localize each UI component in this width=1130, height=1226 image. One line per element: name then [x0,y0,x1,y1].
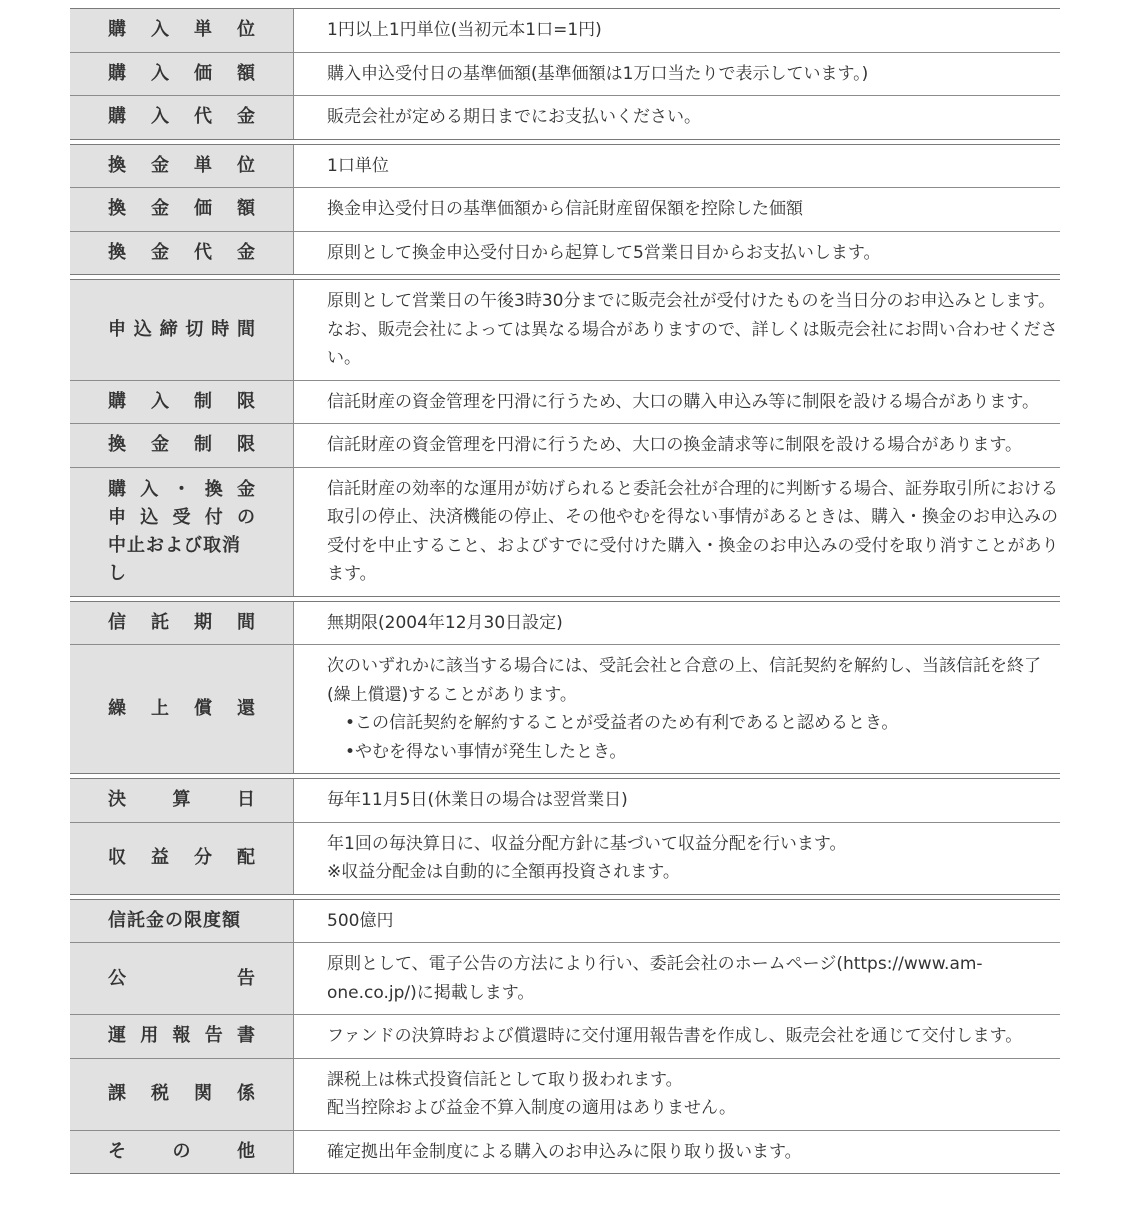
row-label [70,188,294,231]
row-value [294,96,1060,139]
table-row [70,1130,1060,1174]
row-label [70,779,294,822]
row-value [294,823,1060,894]
row-value-text: 換金申込受付日の基準価額から信託財産留保額を控除した価額 [327,199,803,219]
row-label [70,602,294,645]
row-label-line: 課 税 関 係 [108,1083,255,1104]
table-row [70,1058,1060,1130]
row-label [70,1059,294,1130]
row-value [294,145,1060,188]
row-label-line: 収 益 分 配 [108,847,255,868]
row-label [70,943,294,1014]
row-value-text: 信託財産の効率的な運用が妨げられると委託会社が合理的に判断する場合、証券取引所における取引の停止、決済機能の停止、その他やむを得ない事情があるときは、購入・換金のお申込みの受付を中止すること、およびすでに受付けた購入・換金のお申込みの受付を取り消すことがあります。 [327,478,1059,584]
fund-terms-table [70,8,1060,1174]
row-group [70,601,1060,775]
row-value [294,468,1060,596]
table-row [70,644,1060,773]
row-label-line: 運 用 報 告 書 [108,1025,255,1047]
row-label [70,381,294,424]
row-label-line: 信託金の限度額 [108,909,241,931]
row-value-bullet: •この信託契約を解約することが受益者のため有利であると認めるとき。 [345,713,899,733]
row-group [70,8,1060,140]
row-label [70,1131,294,1174]
row-group [70,144,1060,276]
row-value [294,779,1060,822]
table-row [70,187,1060,231]
row-label-line: 購 入 制 限 [108,390,255,412]
row-label-line: 換 金 代 金 [108,241,255,263]
row-value-text: 無期限(2004年12月30日設定) [327,612,563,633]
row-label-line: 換 金 単 位 [108,154,255,176]
table-row [70,1014,1060,1058]
row-value [294,943,1060,1014]
row-label-line: 申 込 締 切 時 間 [108,318,255,340]
row-value [294,424,1060,467]
row-label-line: 中止および取消し [108,534,241,584]
row-value-text: 原則として営業日の午後3時30分までに販売会社が受付けたものを当日分のお申込みとします。なお、販売会社によっては異なる場合がありますので、詳しくは販売会社にお問い合わせください。 [327,291,1058,368]
row-value-text: 毎年11月5日(休業日の場合は翌営業日) [327,790,628,810]
row-label-line: 申 込 受 付 の [108,506,255,528]
row-value-text: 次のいずれかに該当する場合には、受託会社と合意の上、信託契約を解約し、当該信託を終了(繰上償還)することがあります。 [327,656,1041,705]
row-value-text: ※収益分配金は自動的に全額再投資されます。 [327,862,680,882]
row-label-line: 信 託 期 間 [108,611,255,633]
row-value [294,645,1060,773]
row-value [294,53,1060,96]
row-value-text: 年1回の毎決算日に、収益分配方針に基づいて収益分配を行います。 [327,833,847,854]
row-label-line: 繰 上 償 還 [108,698,255,719]
row-value-text: 販売会社が定める期日までにお支払いください。 [327,107,701,127]
row-value-bullet: •やむを得ない事情が発生したとき。 [345,741,627,762]
table-row [70,9,1060,52]
row-value [294,188,1060,231]
table-row [70,52,1060,96]
row-value-text: 1口単位 [327,155,389,176]
row-label [70,145,294,188]
row-value [294,381,1060,424]
table-row [70,145,1060,188]
row-label-line: 換 金 制 限 [108,434,255,456]
table-row [70,380,1060,424]
table-row [70,231,1060,275]
row-value [294,900,1060,943]
row-label [70,9,294,52]
row-label [70,1015,294,1058]
row-label-line: 購 入 ・ 換 金 [108,478,255,500]
table-row [70,467,1060,596]
row-value-text: 500億円 [327,910,394,931]
row-value [294,280,1060,380]
table-row [70,822,1060,894]
row-group [70,778,1060,895]
row-value [294,602,1060,645]
row-label [70,645,294,773]
row-label-line: 購 入 代 金 [108,106,255,128]
row-label [70,823,294,894]
table-row [70,423,1060,467]
table-row [70,95,1060,139]
table-row [70,779,1060,822]
row-value-text: 信託財産の資金管理を円滑に行うため、大口の購入申込み等に制限を設ける場合があります。 [327,391,1039,412]
row-label [70,280,294,380]
row-value-text: 確定拠出年金制度による購入のお申込みに限り取り扱います。 [327,1141,802,1162]
row-value [294,232,1060,275]
table-row [70,942,1060,1014]
row-value [294,1131,1060,1174]
row-label-line: 購 入 価 額 [108,62,255,84]
row-value [294,1015,1060,1058]
row-value [294,1059,1060,1130]
table-row [70,602,1060,645]
row-label [70,96,294,139]
row-value-text: 原則として換金申込受付日から起算して5営業日目からお支払いします。 [327,242,881,263]
row-value-text: 配当控除および益金不算入制度の適用はありません。 [327,1098,737,1118]
row-group [70,899,1060,1175]
row-value-text: ファンドの決算時および償還時に交付運用報告書を作成し、販売会社を通じて交付します。 [327,1026,1023,1046]
row-value [294,9,1060,52]
row-label [70,424,294,467]
table-row [70,280,1060,380]
row-label [70,53,294,96]
row-group [70,279,1060,597]
row-label-line: 換 金 価 額 [108,198,255,220]
row-label [70,232,294,275]
row-label [70,900,294,943]
row-label-line: そ の 他 [108,1140,255,1162]
row-label-line: 購 入 単 位 [108,19,255,41]
row-value-text: 信託財産の資金管理を円滑に行うため、大口の換金請求等に制限を設ける場合があります。 [327,435,1022,455]
row-value-text: 原則として、電子公告の方法により行い、委託会社のホームページ(https://www.am-one.co.jp/)に掲載します。 [327,954,983,1003]
row-label-line: 決 算 日 [108,789,255,811]
row-value-text: 課税上は株式投資信託として取り扱われます。 [327,1069,683,1090]
table-row [70,900,1060,943]
row-label-line: 公 告 [108,967,255,989]
row-value-text: 1円以上1円単位(当初元本1口=1円) [327,20,602,40]
row-value-text: 購入申込受付日の基準価額(基準価額は1万口当たりで表示しています。) [327,63,869,84]
row-label [70,468,294,596]
